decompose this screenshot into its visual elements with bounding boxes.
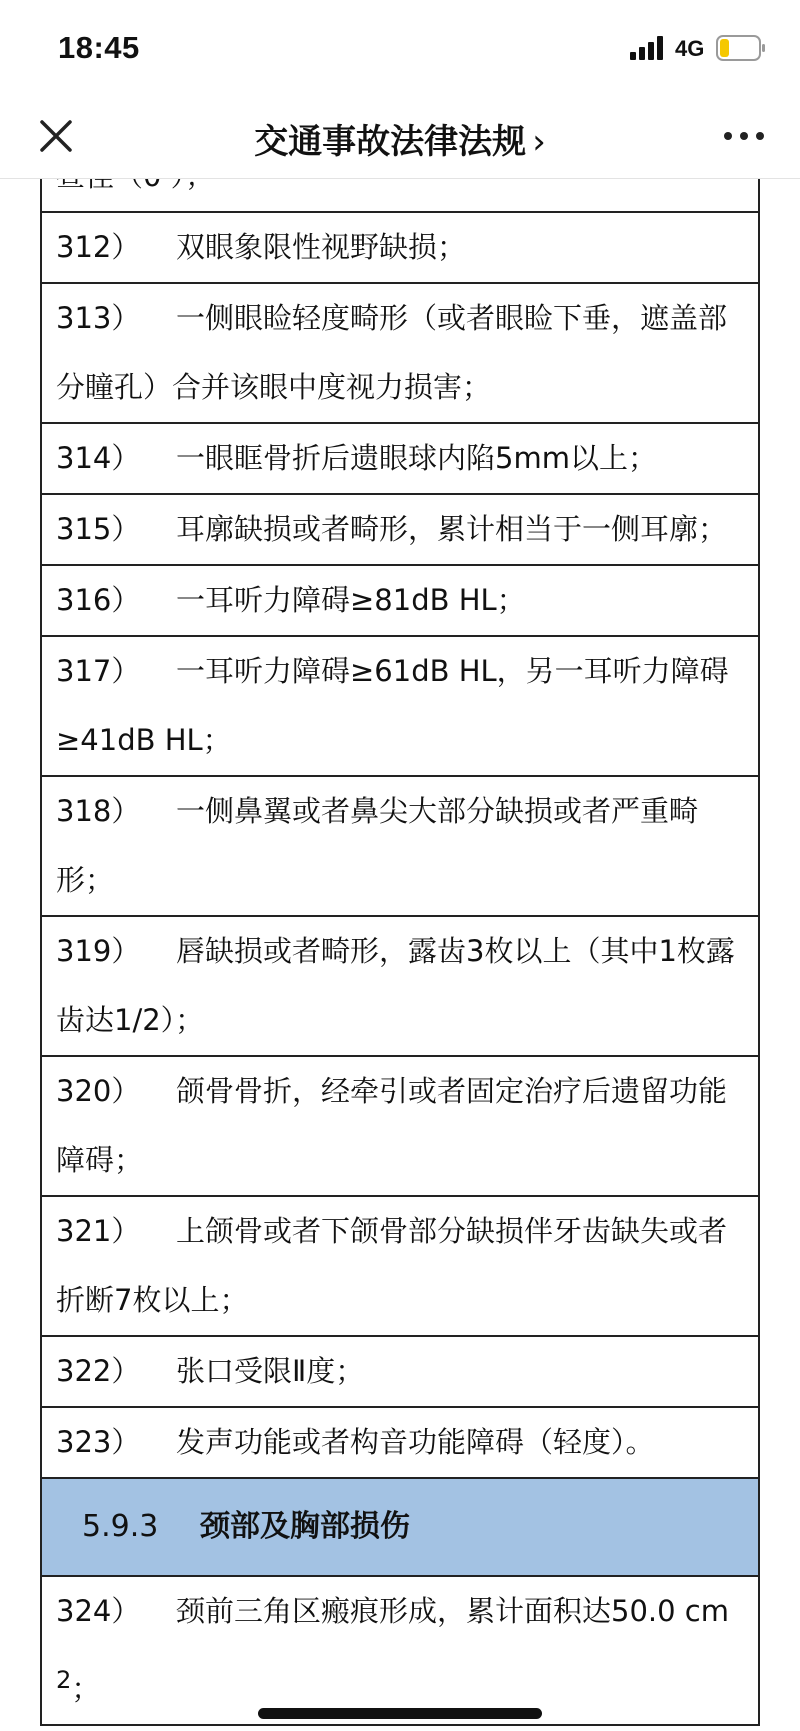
table-row xyxy=(41,916,759,1056)
item-number: 312） xyxy=(56,230,141,264)
item-text: 发声功能或者构音功能障碍（轻度）。 xyxy=(176,1425,655,1459)
table-row xyxy=(41,212,759,283)
item-number: 322） xyxy=(56,1354,141,1388)
table-row xyxy=(41,1407,759,1478)
signal-icon xyxy=(630,36,666,60)
item-text: 颌骨骨折，经牵引或者固定治疗后遗留功能障碍； xyxy=(56,1074,728,1177)
table-cell xyxy=(41,1336,759,1407)
table-cell xyxy=(41,776,759,916)
chevron-right-icon: › xyxy=(532,122,546,162)
home-indicator[interactable] xyxy=(258,1708,542,1719)
close-icon[interactable] xyxy=(36,116,76,156)
item-text: 一耳听力障碍≥61dB HL，另一耳听力障碍≥41dB HL； xyxy=(56,654,729,757)
item-number: 316） xyxy=(56,583,141,617)
table-cell xyxy=(41,636,759,776)
item-number: 324） xyxy=(56,1594,141,1628)
table-cell xyxy=(41,565,759,636)
section-title: 颈部及胸部损伤 xyxy=(200,1509,410,1544)
table-row xyxy=(41,776,759,916)
section-number: 5.9.3 xyxy=(82,1509,159,1544)
table-row xyxy=(41,1576,759,1725)
more-dots-icon[interactable] xyxy=(722,124,766,148)
rules-table xyxy=(40,140,760,1726)
table-cell xyxy=(41,1196,759,1336)
status-bar xyxy=(0,0,800,96)
nav-title[interactable] xyxy=(130,114,670,163)
table-row xyxy=(41,283,759,423)
item-number: 321） xyxy=(56,1214,141,1248)
item-number: 318） xyxy=(56,794,141,828)
table-cell xyxy=(41,1056,759,1196)
item-text: 唇缺损或者畸形，露齿3枚以上（其中1枚露齿达1/2）； xyxy=(56,934,735,1037)
item-text: 一侧鼻翼或者鼻尖大部分缺损或者严重畸形； xyxy=(56,794,699,897)
table-row xyxy=(41,636,759,776)
item-text: 一眼眶骨折后遗眼球内陷5mm以上； xyxy=(176,441,657,475)
table-cell xyxy=(41,494,759,565)
unit-superscript: 2 xyxy=(56,1666,72,1694)
table-row xyxy=(41,1336,759,1407)
item-number: 313） xyxy=(56,301,141,335)
item-text: 耳廓缺损或者畸形，累计相当于一侧耳廓； xyxy=(176,512,728,546)
table-row xyxy=(41,565,759,636)
item-number: 319） xyxy=(56,934,141,968)
table-cell xyxy=(41,423,759,494)
table-row xyxy=(41,423,759,494)
item-text-tail: ； xyxy=(71,1671,101,1706)
item-text: 双眼象限性视野缺损； xyxy=(176,230,467,264)
item-text: 张口受限Ⅱ度； xyxy=(176,1354,365,1388)
item-number: 320） xyxy=(56,1074,141,1108)
table-cell xyxy=(41,1576,759,1725)
table-row xyxy=(41,1056,759,1196)
item-text: 颈前三角区瘢痕形成，累计面积达50.0 cm xyxy=(176,1594,729,1628)
table-cell xyxy=(41,283,759,423)
item-number: 315） xyxy=(56,512,141,546)
table-cell xyxy=(41,916,759,1056)
section-header-row xyxy=(41,1478,759,1576)
network-type: 4G xyxy=(675,36,705,61)
item-text: 一耳听力障碍≥81dB HL； xyxy=(176,583,526,617)
item-text: 一侧眼睑轻度畸形（或者眼睑下垂，遮盖部分瞳孔）合并该眼中度视力损害； xyxy=(56,301,728,404)
item-number: 317） xyxy=(56,654,141,688)
table-cell xyxy=(41,212,759,283)
table-cell xyxy=(41,1407,759,1478)
status-time: 18:45 xyxy=(58,30,140,65)
section-header-cell xyxy=(41,1478,759,1576)
item-number: 323） xyxy=(56,1425,141,1459)
item-number: 314） xyxy=(56,441,141,475)
nav-title-text: 交通事故法律法规 xyxy=(254,122,527,162)
item-text: 上颌骨或者下颌骨部分缺损伴牙齿缺失或者折断7枚以上； xyxy=(56,1214,728,1317)
nav-bar xyxy=(0,96,800,179)
battery-icon xyxy=(716,35,766,61)
table-row xyxy=(41,1196,759,1336)
table-row xyxy=(41,494,759,565)
